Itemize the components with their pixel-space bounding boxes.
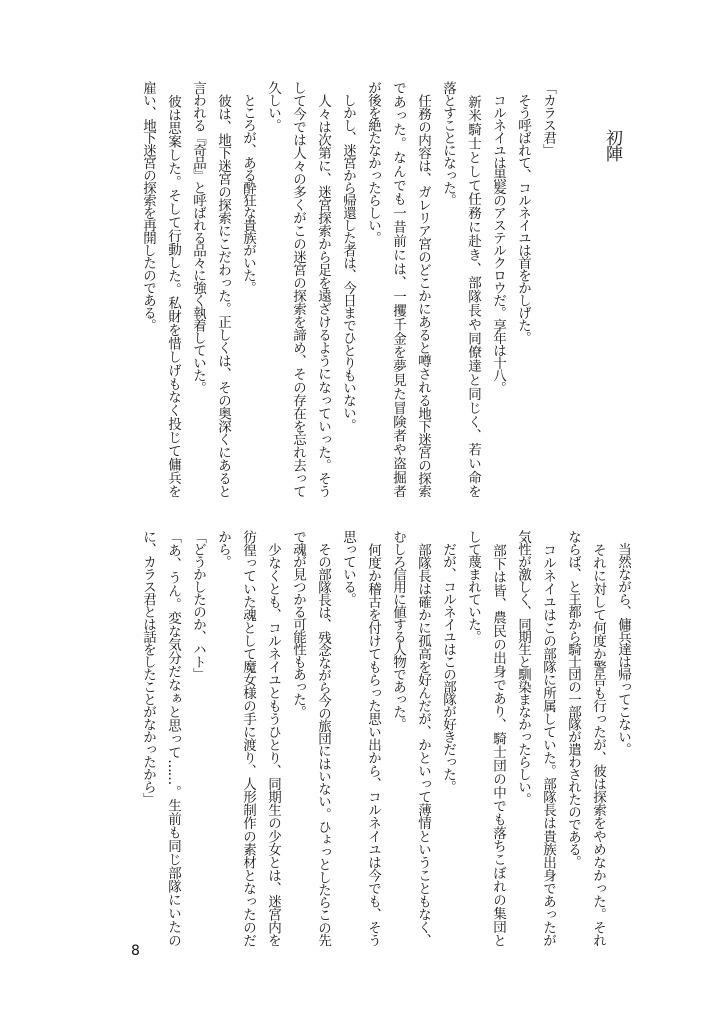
text-line: コルネイユはこの部隊に所属していた。部隊長は貴族出身であったが xyxy=(540,530,556,946)
text-line: 久しい。 xyxy=(265,81,281,131)
text-line: 言われる『奇品』と呼ばれる品々に強く執着していた。 xyxy=(190,81,206,394)
text-line: で魂が見つかる可能性もあった。 xyxy=(290,530,306,718)
page-number: 8 xyxy=(131,943,140,959)
text-line: 「あ、うん。変な気分だなぁと思って……。生前も同じ部隊にいたの xyxy=(165,530,181,946)
text-line: むしろ信用に値する人物であった。 xyxy=(390,530,406,730)
text-line: 落とすことになった。 xyxy=(440,81,456,206)
text-line: であった。なんでも一昔前には、一攫千金を夢見た冒険者や盗掘者 xyxy=(390,81,406,497)
text-line: 気性が激しく、同期生と馴染まなかったらしい。 xyxy=(515,530,531,805)
text-line: 「どうかしたのか、ハト」 xyxy=(190,530,206,680)
text-line: 人々は次第に、迷宮探索から足を遠ざけるようになっていった。そう xyxy=(315,81,331,497)
lower-text-block xyxy=(135,530,635,946)
text-line: そう呼ばれて、コルネイユは首をかしげた。 xyxy=(515,81,531,344)
text-line: コルネイユは黒髪のアステルクロウだ。享年は十八。 xyxy=(490,81,506,394)
text-line: だが、コルネイユはこの部隊が好きだった。 xyxy=(440,530,456,793)
text-line: 当然ながら、傭兵達は帰ってこない。 xyxy=(615,530,631,755)
text-line: に、カラス君とは話をしたことがなかったから」 xyxy=(140,530,156,805)
upper-text-block xyxy=(135,81,560,497)
text-line: 雇い、地下迷宮の探索を再開したのである。 xyxy=(140,81,156,331)
text-line: 部隊長は確かに孤高を好んだが、かといって薄情ということもなく、 xyxy=(415,530,431,946)
text-line: それに対して何度か警告も行ったが、彼は探索をやめなかった。それ xyxy=(590,530,606,946)
text-line: ならば、と王都から騎士団の一部隊が遣わされたのである。 xyxy=(565,530,581,868)
text-line: から。 xyxy=(215,530,231,568)
text-line: が後を絶たなかったらしい。 xyxy=(365,81,381,244)
text-line: ところが、ある酔狂な貴族がいた。 xyxy=(240,81,256,294)
text-line: 何度か稽古を付けてもらった思い出から、コルネイユは今でも、そう xyxy=(365,530,381,946)
text-line: 部下は皆、農民の出身であり、騎士団の中でも落ちこぼれの集団と xyxy=(490,530,506,946)
text-line: して今では人々の多くがこの迷宮の探索を諦め、その存在を忘れ去って xyxy=(290,81,306,497)
text-line: その部隊長は、残念ながら今の旅団にはいない。ひょっとしたらこの先 xyxy=(315,530,331,946)
text-line: 彼は、地下迷宮の探索にこだわった。正しくは、その奥深くにあると xyxy=(215,81,231,497)
text-line: して蔑まれていた。 xyxy=(465,530,481,643)
text-line: 少なくとも、コルネイユともうひとり、同期生の少女とは、迷宮内を xyxy=(265,530,281,946)
text-line: しかし、迷宮から帰還した者は、今日までひとりもいない。 xyxy=(340,81,356,431)
text-line: 思っている。 xyxy=(340,530,356,605)
text-line: 「カラス君」 xyxy=(540,81,556,156)
text-line: 彷徨っていた魂として魔女様の手に渡り、人形制作の素材となったのだ xyxy=(240,530,256,946)
chapter-title: 初陣 xyxy=(602,129,622,161)
text-line: 任務の内容は、ガレリア宮のどこかにあると噂される地下迷宮の探索 xyxy=(415,81,431,497)
text-line: 彼は思案した。そして行動した。私財を惜しげもなく投じて傭兵を xyxy=(165,81,181,497)
text-line: 新米騎士として任務に赴き、部隊長や同僚達と同じく、若い命を xyxy=(465,81,481,497)
